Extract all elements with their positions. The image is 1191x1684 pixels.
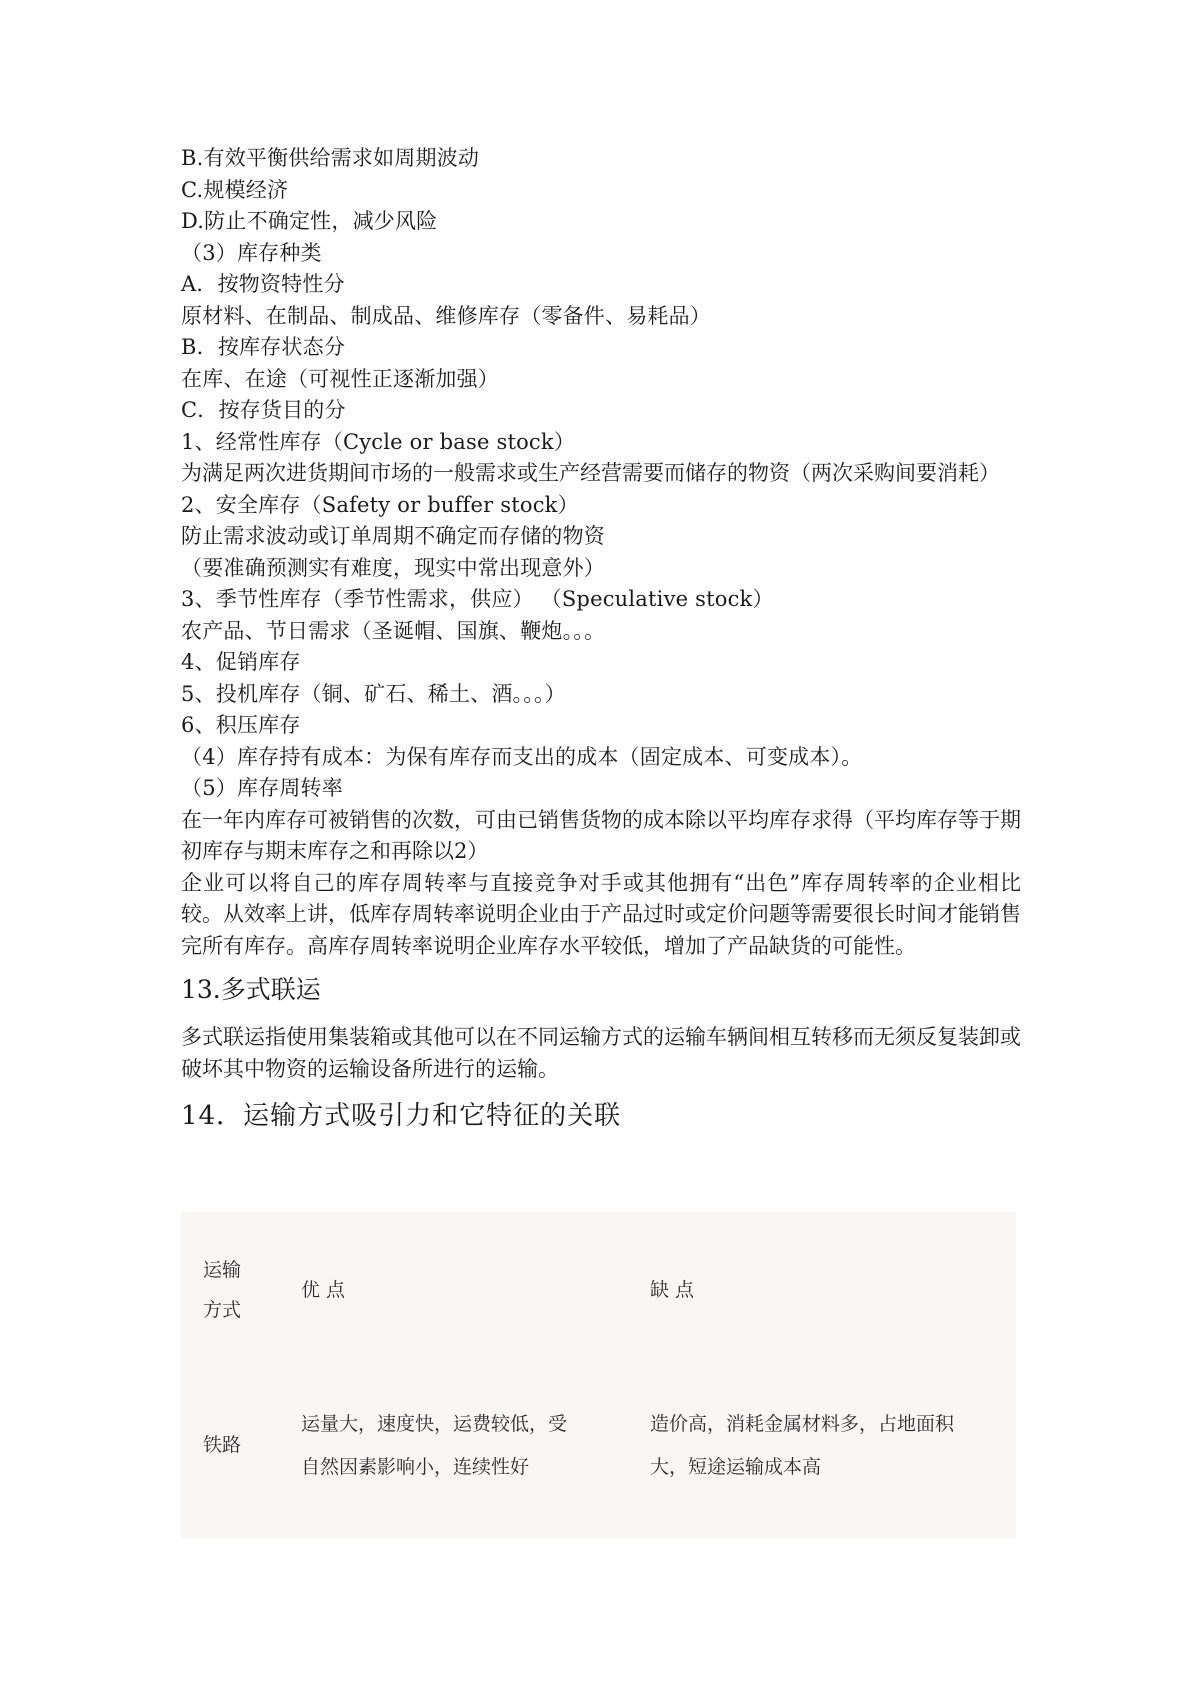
section-heading-transport-modes: 14．运输方式吸引力和它特征的关联 [181, 1101, 622, 1131]
paragraph-turnover-definition: 在一年内库存可被销售的次数，可由已销售货物的成本除以平均库存求得（平均库存等于期初库存与期末库存之和再除以2） [181, 807, 1021, 863]
text-line: （4）库存持有成本：为保有库存而支出的成本（固定成本、可变成本）。 [181, 744, 863, 769]
document-page [181, 143, 1021, 1135]
text-line: （3）库存种类 [181, 240, 322, 265]
text-line: C．按存货目的分 [181, 398, 346, 422]
text-line: 5、投机库存（铜、矿石、稀土、酒。。。） [181, 681, 566, 706]
text-line: 农产品、节日需求（圣诞帽、国旗、鞭炮。。。 [181, 618, 606, 643]
text-line: B.有效平衡供给需求如周期波动 [181, 146, 480, 170]
text-line: D.防止不确定性，减少风险 [181, 209, 438, 233]
text-line: （5）库存周转率 [181, 776, 343, 800]
row-mode: 铁路 [203, 1434, 242, 1456]
paragraph-multimodal: 多式联运指使用集装箱或其他可以在不同运输方式的运输车辆间相互转移而无须反复装卸或破坏其中物资的运输设备所进行的运输。 [181, 1025, 1021, 1081]
row-cons-line1: 造价高，消耗金属材料多，占地面积 [650, 1413, 955, 1435]
text-line: A．按物资特性分 [181, 272, 345, 296]
header-pros: 优 点 [301, 1279, 346, 1301]
text-line: 1、经常性库存（Cycle or base stock） [181, 429, 576, 454]
row-pros-line1: 运量大，速度快，运费较低，受 [301, 1413, 568, 1435]
text-line: 原材料、在制品、制成品、维修库存（零备件、易耗品） [181, 303, 711, 328]
paragraph-cycle-stock: 为满足两次进货期间市场的一般需求或生产经营需要而储存的物资（两次采购间要消耗） [181, 461, 1000, 485]
row-cons-line2: 大，短途运输成本高 [650, 1456, 822, 1478]
header-cons: 缺 点 [650, 1279, 695, 1301]
text-line: 防止需求波动或订单周期不确定而存储的物资 [181, 524, 605, 548]
text-line: C.规模经济 [181, 177, 289, 202]
text-line: B．按库存状态分 [181, 335, 346, 359]
text-line: 3、季节性库存（季节性需求，供应） （Speculative stock） [181, 587, 774, 611]
text-line: 2、安全库存（Safety or buffer stock） [181, 492, 579, 517]
text-line: （要准确预测实有难度，现实中常出现意外） [181, 555, 605, 580]
section-heading-multimodal: 13.多式联运 [181, 975, 321, 1004]
paragraph-turnover-comparison: 企业可以将自己的库存周转率与直接竞争对手或其他拥有“出色”库存周转率的企业相比较。从效率上讲，低库存周转率说明企业由于产品过时或定价问题等需要很长时间才能销售完所有库存。高库存周转率说明企业库存水平较低，增加了产品缺货的可能性。 [181, 870, 1021, 958]
header-mode-line2: 方式 [203, 1299, 242, 1321]
row-pros-line2: 自然因素影响小，连续性好 [301, 1456, 530, 1478]
text-line: 6、积压库存 [181, 713, 301, 737]
text-line: 在库、在途（可视性正逐渐加强） [181, 366, 499, 391]
header-mode-line1: 运输 [203, 1259, 242, 1281]
text-block-inventory [181, 143, 1021, 962]
text-line: 4、促销库存 [181, 650, 301, 674]
transport-modes-table [181, 1212, 1016, 1538]
